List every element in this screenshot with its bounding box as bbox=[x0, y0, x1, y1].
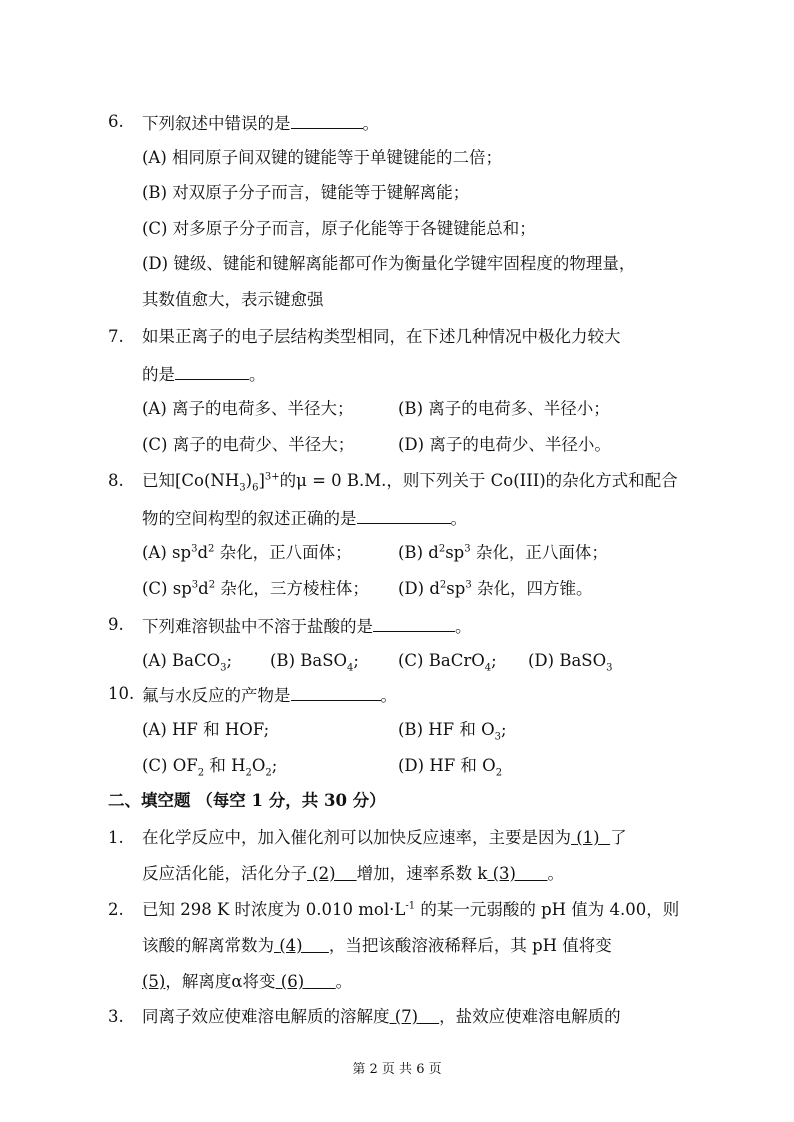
exam-page: 6. 下列叙述中错误的是 。 (A) 相同原子间双键的键能等于单键键能的二倍； (B) 对双原子分子而言，键能等于键解离能； (C) 对多原子分子而言，原子化能等于各键键能总和； (D) 键级、键能和键解离能都可作为衡量化学键牢固程度的物理量， 其数值愈大，表示键愈强 7. 如果正离子的电子层结构类型相同，在下述几种情况中极化力较大 的是 。 (A) 离子的电荷多、半径大； (B) 离子的电荷多、半径小； (C) 离子的电荷少、半径大； (D) 离子的电荷少、半径小。 8. 已知$[Co(NH_3)_6]^{3+}$的μ = 0 B.M.，则下列关于 Co(III)的杂化方式和配合 物的空间构型的叙述正确的是 。 (A) $sp^3d^2$ 杂化，正八面体； (B) $d^2sp^3$ 杂化，正八面体； (C) $sp^3d^2$ 杂化，三方棱柱体； (D) $d^2sp^3$ 杂化，四方锥。 9. 下列难溶钡盐中不溶于盐酸的是 。 (A) BaCO$_3$; (B) BaSO$_4$; (C) BaCrO$_4$; (D) BaSO$_3$ 10. 氟与水反应的产物是 。 (A) HF 和 HOF; (B) HF 和 $O_3$; (C) $OF_2$ 和 $H_2O_2$; (D) HF 和 $O_2$ 二、填空题 （每空 1 分，共 30 分） 1. 在化学反应中，加入催化剂可以加快反应速率，主要是因为 (1) 了 反应活化能，活化分子 (2) 增加，速率系数 k (3) 。 2. 已知 298 K 时浓度为 0.010 $mol\cdot L^{-1}$ 的某一元弱酸的 pH 值为 4.00，则 该酸的解离常数为 (4) ，当把该酸溶液稀释后，其 pH 值将变 (5)，解离度α将变 (6) 。 3. 同离子效应使难溶电解质的溶解度 (7) ，盐效应使难溶电解质的 第 2 页 共 6 页 bbox=[0, 0, 794, 1122]
answer-blank bbox=[291, 682, 381, 701]
option-d: (D) HF 和 $O_2$ bbox=[398, 756, 503, 779]
option-c: (C) BaCrO$_4$; bbox=[398, 651, 497, 674]
question-number: 10. bbox=[108, 684, 135, 703]
question-number: 7. bbox=[108, 327, 124, 346]
option-b: (B) HF 和 $O_3$; bbox=[398, 720, 507, 743]
answer-blank bbox=[291, 110, 363, 129]
answer-blank bbox=[357, 505, 451, 524]
answer-blank bbox=[373, 613, 455, 632]
section-heading: 二、填空题 （每空 1 分，共 30 分） bbox=[108, 791, 386, 810]
option-b: (B) $d^2sp^3$ 杂化，正八面体； bbox=[398, 543, 608, 562]
question-number: 3. bbox=[108, 1007, 124, 1026]
page-footer: 第 2 页 共 6 页 bbox=[352, 1062, 442, 1077]
question-text: 下列难溶钡盐中不溶于盐酸的是 bbox=[142, 617, 373, 636]
question-text: 已知$[Co(NH_3)_6]^{3+}$的μ = 0 B.M.，则下列关于 Co(III)的杂化方式和配合 bbox=[142, 471, 678, 494]
answer-blank-5: (5) bbox=[142, 972, 166, 991]
question-number: 9. bbox=[108, 615, 124, 634]
option-c: (C) 离子的电荷少、半径大； bbox=[142, 435, 355, 454]
answer-blank-3: (3) bbox=[492, 864, 516, 883]
option-c: (C) $OF_2$ 和 $H_2O_2$; bbox=[142, 756, 278, 779]
question-number: 6. bbox=[108, 112, 124, 131]
question-number: 2. bbox=[108, 900, 124, 919]
option-b: (B) BaSO$_4$; bbox=[270, 651, 359, 674]
answer-blank-6: (6) bbox=[280, 972, 305, 991]
option-a: (A) $sp^3d^2$ 杂化，正八面体； bbox=[142, 543, 352, 562]
option-d: (D) $d^2sp^3$ 杂化，四方锥。 bbox=[398, 579, 593, 598]
question-text: 如果正离子的电子层结构类型相同，在下述几种情况中极化力较大 bbox=[142, 327, 621, 346]
answer-blank bbox=[175, 361, 249, 380]
option-d: (D) 离子的电荷少、半径小。 bbox=[398, 435, 611, 454]
option-c: (C) $sp^3d^2$ 杂化，三方棱柱体； bbox=[142, 579, 369, 598]
option-b: (B) 离子的电荷多、半径小； bbox=[398, 399, 610, 418]
answer-blank-1: (1) bbox=[576, 828, 600, 847]
answer-blank-7: (7) bbox=[394, 1007, 419, 1026]
question-text: 下列叙述中错误的是 bbox=[142, 114, 291, 133]
question-text: 氟与水反应的产物是 bbox=[142, 686, 291, 705]
question-number: 8. bbox=[108, 471, 124, 490]
option-a: (A) HF 和 HOF; bbox=[142, 720, 270, 739]
option-d: (D) BaSO$_3$ bbox=[528, 651, 613, 674]
option-a: (A) BaCO$_3$; bbox=[142, 651, 233, 674]
option-a: (A) 离子的电荷多、半径大； bbox=[142, 399, 354, 418]
answer-blank-4: (4) bbox=[279, 936, 303, 955]
answer-blank-2: (2) bbox=[312, 864, 336, 883]
question-number: 1. bbox=[108, 828, 124, 847]
